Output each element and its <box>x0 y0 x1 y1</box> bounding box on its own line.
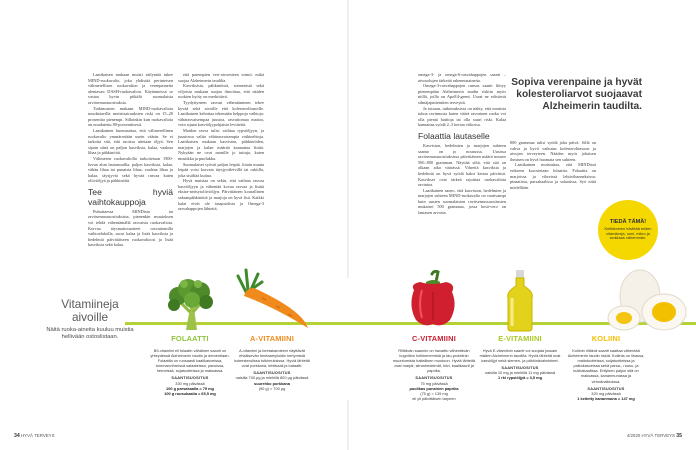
article-column-2 <box>178 72 264 212</box>
paragraph: Laatikaisen mukaan muisti säilyntää tukee MIND-ruokavalio, joka yhdistää perinteisen välimerellisen ruokavalion ja verenpainetta alentavan DASH-ruokavalion. Käytännössä se vastaa hyvin pitkälti suomalaisia ravitsemussuosituksia. <box>88 72 173 105</box>
vitamin-description: A-vitamiini ja beetakaroteeni näyttävät ehkäisevän beetaamyloidin kertymistä koleesterolissa tutkimuksissa. Hyviä lähteitä ovat porkkana, lehtikaali ja bataatti. <box>234 348 310 369</box>
vitamin-name: FOLAATTI <box>171 334 209 343</box>
vitamin-folaatti <box>150 334 230 396</box>
vitamin-description: Koliinin riittävä saanti saattaa vähentää Alzheimerin taudin riskiä. Koliinia on lihassa, maitotuotteissa, soijatuotteissa ja palkokasveissa sekä parsa-, ruusu- ja kukkakaalissa. Erityisen paljon sitä on maksassa, kananmunassa ja vehnänalkioissa. <box>567 348 645 384</box>
paragraph: Tutkimusten mukaan MIND-ruokavaliota noudattavilla muistisairauksien riski on 15–20 prosenttia pienempi. Silloinkin kun ruokavaliota on noudatettu 80-prosenttisesti. <box>88 105 173 128</box>
article-column-3 <box>418 72 506 216</box>
article-column-4 <box>510 140 596 190</box>
paragraph: Välimeren ruokavaliolla tarkoitetaan 1900-luvun alun lautasmallia, paljon kasviksia, kalaa, vähän lihaa tai punaista lihaa, vaaleaa lihaa ja kalaa, täysjyviä sekä hyvää rasvaa kuten oliiviöljyä ja pähkinöitä. <box>88 155 173 184</box>
folio-right <box>627 433 682 439</box>
paragraph: omega-3- ja omega-6-rasvahappojen saanti – aivosolujen tärkeitä rakennusaineita. <box>418 72 506 83</box>
intake-example: (90 g) = 700 μg <box>258 385 286 391</box>
intake-example: puolikas punainen paprika <box>409 385 459 391</box>
badge-body: Keittäminen hävittää eniten vitamiineja, uuni, mikro ja wokkaus vähemmän. <box>604 225 652 241</box>
paragraph: Omega-3-rasvahappojen runsas saanti liittyy pienempään Alzheimerin taudin riskiin myös niillä, joilla on ApoE4-geeni. Useat ne edistävät silmäjapatienttien terveyttä. <box>418 83 506 105</box>
badge-title: TIEDÄ TÄMÄ! <box>609 218 647 225</box>
intake-value: 75 mg päivässä <box>420 380 448 386</box>
intake-example: suurehko porkkana <box>254 380 290 386</box>
folio-left <box>14 433 55 439</box>
vitamin-description: Riittävän saannin on havaittu vähentävän kognition heikkenemistä ja tau-proteiinin muuntumista haitallisen muotoon. Hyviä lähteitä ovat marjat, sitrushedelmät, kiivi, kaalikasvit ja paprika. <box>392 348 476 374</box>
paragraph: Suomalaiset syövät paljon leipää. Jotain muuta leipää voisi korvata täysjyväleivillä tai rukiilla, joka sisältää kuitua. <box>178 161 264 178</box>
intake-label: SAANTISUOSITUS <box>587 385 625 391</box>
paragraph: Laatikainen muistuttaa, että MINDissä erikseen korostetaan folaattia. Folaattia on marjoissa ja vihreissä lehtivihanneksissa: pinaatissa, parsakaalissa ja salaatissa. Syö niitä mielellään. <box>510 162 596 190</box>
paragraph: Puhuttaessa MINDista tai ravitsemussuosituksista, pienenkin muutoksen voi tehdä vähentämällä rasvaisia ruokavaliota. Korvaa täysmaitotuotteet rasvattomilla vaihtoehdoilla, suosi kalaa ja lisää kasviksia ja hedelmiä päivittäiseen ruokavalioosi ja lisää kasviksia sekä kalaa. <box>88 208 173 248</box>
paragraph: Kasviston, hedelmien ja marjojen suhteen saanto on jo nousussa. Uusissa ravitsemussuosituksissa päivittäinen määrä nousee 500–800 gramman. Näyttää siltä, että sitä on olkaan aika väärässä. Vihreitä kasviksia ja hedelmiä on hyvä syödä kaksi kertaa päivässä. Kasvikset ovat tärkeä rajoittaa ruokavaliota ravintoa. <box>418 142 506 188</box>
vitamin-a <box>232 334 312 391</box>
vitamin-c <box>392 334 476 401</box>
paragraph: Hyvä muistaa on sekin, että vaihtaa rasvaa kasviöljyyn ja vähentää kovaa rasvaa ja lisätä ekstra-neitsytoliiviöljyn. Päivittäinen kourallinen saksanpähkinöitä ja marjoja on hyvä lisä. Kaikki kalat eivät ole tasapuolisia ja Omega-3 rasvahappojen lähteitä. <box>178 178 264 212</box>
vitamin-description: B9-vitamiini eli folaatin vähäinen saanti on yhteydessä Alzheimerin taudin ja dementiaan. Folaattia on runsaasti kaalikasveissa, tummanvihreissä salaateissa, pavuissa, herneissä, sojatuotteissa ja maksassa. <box>150 348 230 374</box>
subheading: Tee hyviä vaihtokauppoja <box>88 186 173 207</box>
vitamins-title: Vitamiineja aivoille <box>61 297 119 324</box>
intake-label: SAANTISUOSITUS <box>171 375 209 381</box>
intake-value: naisilla 10 mg ja miehillä 11 mg päivässä <box>484 370 556 376</box>
intake-example: 1 keitetty kananmuna = 147 mg <box>577 395 635 401</box>
paragraph: Laatikainen huomauttaa, että välimerellinen ruokavalio ymmärretään usein väärin. Se ei tarkoita sitä, että ruoissa uitetaan öljyä. Sen sijaan siinä on paljon kasviksia, kalaa, vaaleaa lihaa ja pähkinöitä. <box>88 127 173 156</box>
oil-bottle-icon <box>500 268 540 332</box>
intake-example: (75 g) = 139 mg <box>420 390 448 396</box>
broccoli-icon <box>160 272 222 334</box>
folio-text: 4/2020 HYVÄ TERVEYS <box>626 433 675 438</box>
paragraph: Tyydyttyneen rasvan vähentäminen tekee hyvää sekä aivoille että kolesterolitasoille. Laatikainen kehottaa tekemään helppoja vaihtoja: vähärasvaisempaa juustoa, rasvattomaa maitoa, voin sijaan kasviöljypohjaisia levitteitä. <box>178 99 264 128</box>
boiled-eggs-icon <box>594 268 690 334</box>
vitamin-koliini <box>566 334 646 401</box>
vitamin-description: Hyvä E-vitamiinin saanti voi suojata jossain määrin Alzheimerin taudilta. Hyviä lähteitä ovat kasviöljyt sekä siemen- ja pähkinävalmisteet. <box>479 348 561 364</box>
intake-example: 100 g ruusukaalia = 65,5 mg <box>164 390 216 396</box>
paragraph: Kasviksista, pähkinöistä, siemenistä sekä viljoista mukaan suojaa ilmoittaa, että näiden ruokien hyöty on merkittävä. <box>178 83 264 100</box>
intake-value: naisilla 700 μg ja miehillä 800 μg päivässä <box>235 375 309 381</box>
pull-quote-heading: Sopiva verenpaine ja hyvät kolesteroliarvot suojaavat Alzheimerin taudilta. <box>511 77 642 112</box>
intake-example: eli yli päivittäisen tarpeen <box>412 395 456 401</box>
intake-example: 1 rkl rypsiöljyä = 3,5 mg <box>497 375 542 381</box>
intake-value: 320 mg päivässä <box>591 390 621 396</box>
vitamins-subtitle: Näitä ruoka-aineita kuuluu muistia hellivään ostoslistaan. <box>46 327 134 340</box>
intake-example: 100 g parsakaalia = 79 mg <box>166 385 214 391</box>
red-pepper-icon <box>404 270 462 330</box>
page-number: 34 <box>14 433 20 439</box>
intake-label: SAANTISUOSITUS <box>501 365 539 371</box>
intake-value: 330 mg päivässä <box>175 380 205 386</box>
vitamin-name: KOLIINI <box>591 334 621 343</box>
paragraph: Laatikainen saneo, että kasviston, hedelmien ja marjojen suhteen MIND-ruokavalio on vaativampi kuin uusien suomalaisten ravitsemussuositusten mukaiset 500 grammaa, jossa kesä-vero on lautasen arvosta. <box>418 187 506 216</box>
intake-label: SAANTISUOSITUS <box>415 375 453 381</box>
subheading: Folaattia lautaselle <box>418 130 490 141</box>
page-number: 35 <box>676 433 682 439</box>
paragraph: 800 grammaa tulisi syödä joka päivä. Sillä on vahva ja hyvä vaikutus kolesterolitasoon ja aivojen terveyteen. Nääden myös jokaisen ihmisen on hyvä huomata sen suhteen. <box>510 140 596 162</box>
vitamin-name: C-VITAMIINI <box>412 334 456 343</box>
vitamin-name: E-VITAMIINI <box>498 334 542 343</box>
tip-badge <box>598 200 658 260</box>
paragraph: että parempien veri-aivoesteen toimii. mikä suojaa Alzheimerin taudilta. <box>178 72 264 83</box>
intake-label: SAANTISUOSITUS <box>253 370 291 376</box>
vitamin-e <box>478 334 562 381</box>
paragraph: Maidon rasva tulisi vaihtaa rypsiöljyyn, ja juustossa valita vähärasvaisempia vaihtoehtoja. Laatikaisen mukaan kasvisten, pähkinöiden, marjojen ja kalan määrää kannattaa lisätä. Nykyään ne ovat monille jo tuttuja, kuten mustikka ja puolukka. <box>178 127 264 161</box>
paragraph: Ja toisaan, tutkimuksissa on nähty, että monista tuhoa ravinnosta kuten väärä rasvainen ruoka voi olla pieniä haittoja tai olla suuri riski. Kalaa kannattaa syödä 2–3 kertaa viikossa. <box>418 105 506 128</box>
folio-text: HYVÄ TERVEYS <box>21 433 55 438</box>
article-column-1 <box>88 72 173 248</box>
vitamin-name: A-VITAMIINI <box>250 334 294 343</box>
carrot-icon <box>232 262 312 332</box>
